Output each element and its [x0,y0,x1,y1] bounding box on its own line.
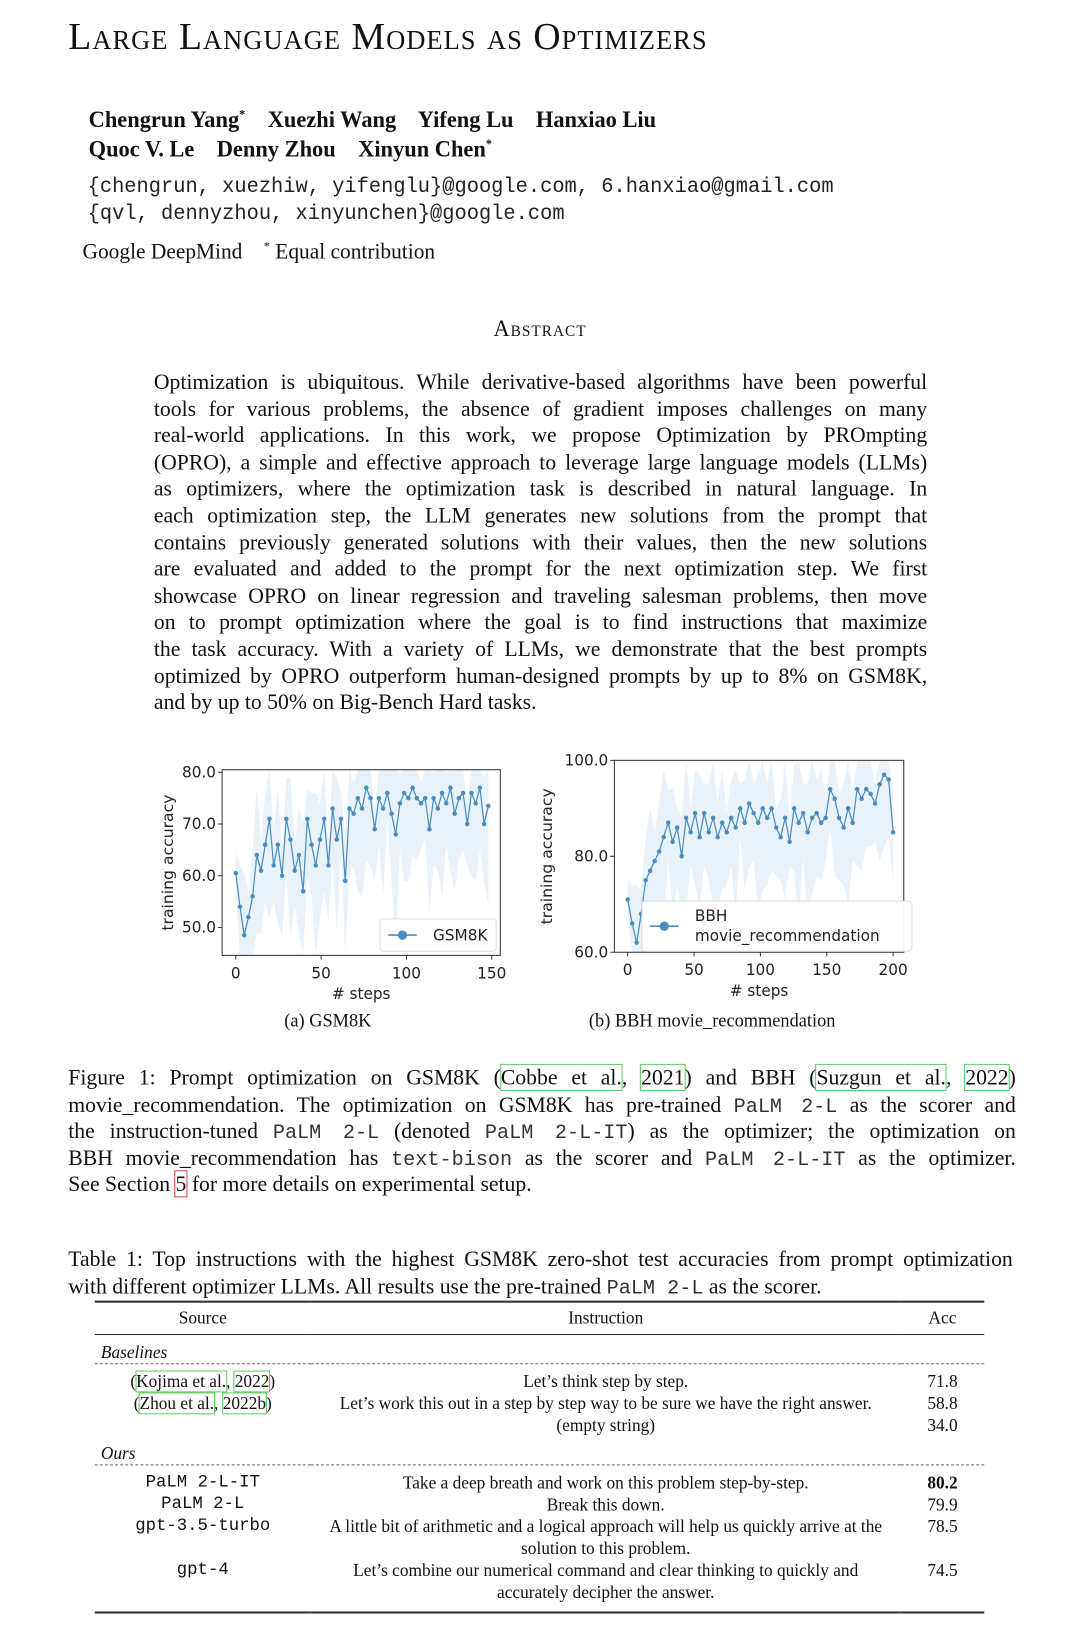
acc-cell: 34.0 [927,1415,958,1436]
acc-cell: 80.2 [927,1472,958,1493]
data-point [832,796,836,801]
x-axis-label: # steps [331,985,391,1004]
data-point [765,816,769,821]
data-point [873,801,877,806]
acc-cell: 78.5 [927,1516,958,1537]
data-point [859,796,863,801]
acc-cell: 71.8 [927,1371,958,1392]
section-ref-link[interactable]: 5 [175,1171,187,1197]
data-point [250,894,254,899]
group-label: Baselines [95,1335,984,1364]
x-tick-label: 150 [477,964,507,983]
text-segment: as the optimizer. [845,1145,1016,1171]
equal-contribution-mark: * [239,107,246,122]
data-point [877,782,881,787]
data-point [697,835,701,840]
data-point [702,811,706,816]
text-segment: BBH movie_recommendation has [68,1145,392,1171]
legend-marker [398,930,407,939]
data-point [482,822,486,827]
source-cell: gpt-4 [95,1559,311,1612]
abstract-line: optimized by OPRO outperform human-designed prompts by up to 8% on GSM8K, [153,662,928,688]
data-point [756,820,760,825]
results-table [95,1301,984,1614]
data-point [688,830,692,835]
data-point [419,801,423,806]
code-text: text-bison [391,1148,513,1172]
data-point [335,837,339,842]
table-row [95,1392,984,1414]
data-point [415,796,419,801]
text-segment: See Section [68,1171,176,1197]
text-line [68,1092,1016,1121]
paper-title: Large Language Models as Optimizers [68,15,708,59]
abstract-line: Optimization is ubiquitous. While derivative-based algorithms have been powerful [153,369,928,395]
data-point [729,816,733,821]
x-tick-label: 0 [622,961,633,980]
author-emails: {chengrun, xuezhiw, yifenglu}@google.com, 6.hanxiao@gmail.com [87,175,834,200]
data-point [864,787,868,792]
data-point [801,811,805,816]
data-point [284,817,288,822]
abstract-line: each optimization step, the LLM generates new solutions from the prompt that [153,502,928,528]
data-point [666,820,670,825]
data-point [643,878,647,883]
data-point [444,801,448,806]
data-point [267,817,271,822]
text-line [68,1246,1013,1273]
text-segment: Figure 1: Prompt optimization on GSM8K ( [68,1064,501,1090]
data-point [385,791,389,796]
data-point [305,817,309,822]
data-point [271,863,275,868]
data-point [679,854,683,859]
instruction-cell: Let’s work this out in a step by step way to be sure we have the right answer. [339,1393,872,1414]
abstract-line: on to prompt optimization where the goal is to find instructions that maximize [153,609,928,635]
data-point [742,820,746,825]
data-point [760,806,764,811]
data-point [393,832,397,837]
text-segment: as the scorer and [837,1091,1016,1117]
data-point [406,796,410,801]
equal-contribution-mark: * [263,238,270,254]
author: Yifeng Lu [417,106,514,133]
data-point [461,791,465,796]
data-point [751,811,755,816]
data-point [855,787,859,792]
table-row [95,1559,984,1612]
abstract-line: the task accuracy. With a variety of LLMs, we demonstrate that the best prompts [153,636,928,662]
text-line [68,1145,1016,1174]
text-segment: movie_recommendation. The optimization on GSM8K has pre-trained [68,1091,734,1117]
data-point [774,825,778,830]
data-point [747,801,751,806]
data-point [292,868,296,873]
abstract-line: tools for various problems, the absence of gradient imposes challenges on many [153,395,928,421]
author: Quoc V. Le [88,135,195,162]
data-point [427,827,431,832]
data-point [850,820,854,825]
data-point [280,873,284,878]
data-point [238,904,242,909]
data-point [738,806,742,811]
table-row [95,1515,984,1559]
data-point [769,806,773,811]
table-row [95,1364,984,1393]
table-row [95,1465,984,1494]
text-line [68,1172,1016,1199]
data-point [436,806,440,811]
data-point [326,863,330,868]
citation-link[interactable]: 2022 [965,1064,1009,1090]
data-point [693,811,697,816]
author: Xinyun Chen [358,135,486,162]
data-point [868,792,872,797]
code-text: PaLM 2-L [606,1276,704,1300]
instruction-cell: Let’s think step by step. [523,1371,689,1392]
data-point [259,868,263,873]
chart-bbh [530,735,938,1006]
citation-link[interactable]: 2022 [234,1371,270,1392]
source-cell: (Zhou et al., 2022b) [133,1393,272,1414]
data-point [828,787,832,792]
data-point [368,796,372,801]
data-point [720,820,724,825]
citation-link[interactable]: Cobbe et al. [500,1064,622,1090]
data-point [837,816,841,821]
data-point [330,806,334,811]
data-point [314,863,318,868]
data-point [670,840,674,845]
table-header-row [95,1302,984,1335]
abstract-line: and by up to 50% on Big-Bench Hard tasks. [153,689,537,715]
data-point [796,820,800,825]
data-point [297,853,301,858]
data-point [377,796,381,801]
citation-link[interactable]: 2021 [641,1064,685,1090]
code-text: PaLM 2-L [272,1121,380,1145]
chart-gsm8k [143,746,530,1007]
y-tick-label: 60.0 [574,943,609,962]
citation-link[interactable]: Kojima et al. [136,1371,227,1392]
equal-contribution-note: Equal contribution [275,238,436,264]
data-point [886,777,890,782]
data-point [440,791,444,796]
data-point [675,825,679,830]
source-cell: gpt-3.5-turbo [135,1516,271,1537]
col-instruction: Instruction [311,1302,901,1335]
data-point [246,915,250,920]
data-point [783,816,787,821]
text-segment: , [621,1064,642,1090]
citation-link[interactable]: Zhou et al. [139,1393,215,1414]
col-acc: Acc [901,1302,985,1335]
affiliation [83,239,436,265]
data-point [410,786,414,791]
data-point [364,786,368,791]
data-point [711,816,715,821]
author: Hanxiao Liu [535,106,657,133]
table-group-header [95,1335,984,1364]
table-row [95,1494,984,1516]
group-label: Ours [95,1436,984,1465]
y-axis-label: training accuracy [159,794,178,931]
legend-label: BBH [694,906,728,926]
text-segment: , [945,1064,966,1090]
instruction-cell: Take a deep breath and work on this problem step-by-step. [402,1472,809,1493]
x-tick-label: 50 [311,964,331,983]
data-point [846,806,850,811]
data-point [457,796,461,801]
data-point [343,879,347,884]
data-point [255,853,259,858]
data-point [478,786,482,791]
acc-cell: 79.9 [927,1494,958,1515]
citation-link[interactable]: Suzgun et al. [816,1064,946,1090]
text-segment: (denoted [379,1118,485,1144]
x-tick-label: 100 [391,964,421,983]
affiliation-name: Google DeepMind [82,238,243,264]
acc-cell: 74.5 [901,1559,985,1612]
text-segment: for more details on experimental setup. [186,1171,532,1197]
code-text: PaLM 2-L-IT [704,1148,846,1172]
text-segment: Table 1: Top instructions with the highest GSM8K zero-shot test accuracies from prompt optimization [68,1246,1013,1272]
data-point [309,842,313,847]
data-point [787,840,791,845]
text-segment: as the scorer. [703,1273,822,1299]
data-point [706,830,710,835]
text-line [68,1118,1016,1147]
y-tick-label: 50.0 [181,918,217,937]
data-point [634,940,638,945]
x-axis-label: # steps [729,981,789,1001]
y-tick-label: 70.0 [181,815,217,834]
x-tick-label: 50 [684,961,704,980]
author: Denny Zhou [216,135,336,162]
data-point [486,804,490,809]
subfigure-caption-b: (b) BBH movie_recommendation [588,1009,836,1031]
data-point [372,827,376,832]
data-point [469,791,473,796]
col-source: Source [95,1302,311,1335]
table-row [95,1414,984,1436]
data-point [242,933,246,938]
author-emails: {qvl, dennyzhou, xinyunchen}@google.com [87,202,565,227]
instruction-cell: A little bit of arithmetic and a logical approach will help us quickly arrive at the solution to this problem. [329,1516,883,1559]
data-point [810,816,814,821]
data-point [381,806,385,811]
data-point [423,796,427,801]
citation-link[interactable]: 2022b [222,1393,267,1414]
x-tick-label: 0 [230,964,241,983]
author: Xuezhi Wang [267,106,397,133]
abstract-heading: Abstract [493,314,587,342]
instruction-cell: (empty string) [556,1415,656,1436]
data-point [465,822,469,827]
source-cell: PaLM 2-L [161,1494,245,1515]
data-point [402,791,406,796]
y-tick-label: 60.0 [181,866,217,886]
data-point [339,817,343,822]
data-point [301,889,305,894]
data-point [263,842,267,847]
source-cell: (Kojima et al., 2022) [130,1371,276,1392]
text-line [68,1273,1013,1302]
code-text: PaLM 2-L-IT [484,1121,628,1145]
equal-contribution-mark: * [485,136,492,151]
text-segment: ) and BBH ( [684,1064,817,1090]
data-point [661,835,665,840]
instruction-cell: Break this down. [546,1494,665,1515]
x-tick-label: 100 [745,961,775,980]
data-point [823,816,827,821]
data-point [288,837,292,842]
subfigure-caption-a: (a) GSM8K [284,1009,372,1031]
data-point [630,921,634,926]
abstract-line: (OPRO), a simple and effective approach to leverage large language models (LLMs) [153,449,928,475]
data-point [276,842,280,847]
text-segment: as the scorer and [512,1145,705,1171]
data-point [724,830,728,835]
data-point [882,772,886,777]
y-tick-label: 80.0 [574,847,609,866]
legend-label: movie_recommendation [694,926,880,945]
data-point [805,830,809,835]
data-point [318,837,322,842]
data-point [657,849,661,854]
data-point [431,796,435,801]
y-axis-label: training accuracy [538,788,557,925]
abstract-line: as optimizers, where the optimization task is described in natural language. In [153,476,928,502]
data-point [448,786,452,791]
data-point [322,817,326,822]
abstract-line: contains previously generated solutions with their values, then the new solutions [153,529,928,555]
data-point [356,796,360,801]
instruction-cell: Let’s combine our numerical command and clear thinking to quickly and accurately decipher the answer. [311,1559,901,1612]
table-group-header [95,1436,984,1465]
data-point [891,830,895,835]
text-line [68,1065,1016,1092]
authors-line-2 [89,136,492,163]
data-point [452,811,456,816]
authors-line-1 [89,106,656,133]
data-point [792,806,796,811]
data-point [347,806,351,811]
data-point [648,868,652,873]
data-point [389,811,393,816]
data-point [360,806,364,811]
data-point [733,825,737,830]
data-point [778,835,782,840]
x-tick-label: 150 [812,961,842,980]
text-segment: ) [1008,1064,1016,1090]
data-point [814,811,818,816]
data-point [398,801,402,806]
code-text: PaLM 2-L [733,1094,838,1118]
data-point [652,859,656,864]
source-cell [95,1414,311,1436]
y-tick-label: 80.0 [181,763,217,782]
x-tick-label: 200 [878,961,908,980]
legend-marker [660,921,669,930]
data-point [234,871,238,876]
data-point [841,825,845,830]
data-point [625,897,629,902]
data-point [351,811,355,816]
data-point [715,835,719,840]
y-tick-label: 100.0 [564,751,609,770]
data-point [684,816,688,821]
abstract-line: real-world applications. In this work, we propose Optimization by PROmpting [153,422,928,448]
source-cell: PaLM 2-L-IT [145,1472,260,1493]
text-segment: ) as the optimizer; the optimization on [627,1118,1016,1144]
acc-cell: 58.8 [927,1393,958,1414]
text-segment: with different optimizer LLMs. All results use the pre-trained [68,1273,607,1299]
abstract-line: are evaluated and added to the prompt for the next optimization step. We first [153,556,928,582]
author: Chengrun Yang [88,106,240,133]
text-segment: the instruction-tuned [68,1118,273,1144]
data-point [473,801,477,806]
abstract-line: showcase OPRO on linear regression and traveling salesman problems, then move [153,582,928,608]
legend-label: GSM8K [433,926,488,945]
data-point [819,820,823,825]
